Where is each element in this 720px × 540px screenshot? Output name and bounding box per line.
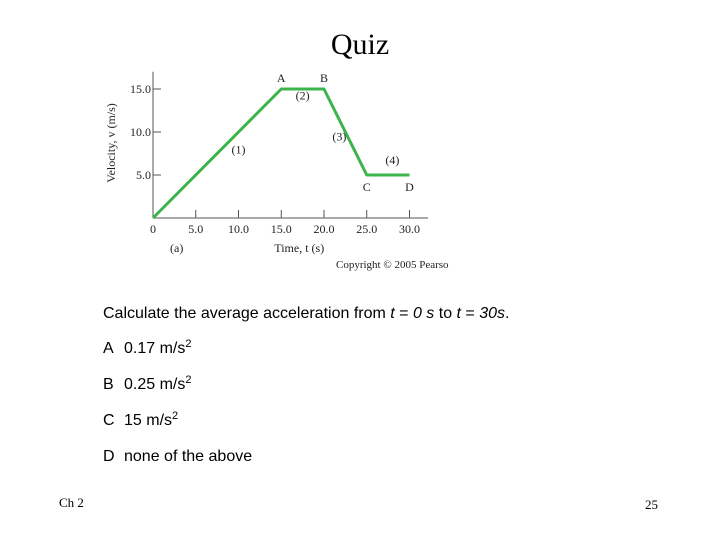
question-suffix: .: [505, 305, 510, 322]
x-tick-label: 30.0: [399, 222, 420, 236]
segment-label: (3): [332, 129, 347, 144]
option-value: 15 m/s: [124, 412, 173, 429]
option-exponent: 2: [172, 410, 179, 422]
chapter-label: Ch 2: [59, 495, 84, 510]
chart-series: [153, 89, 410, 218]
question-val2: 30s: [479, 305, 506, 322]
x-tick-label: 5.0: [188, 222, 204, 236]
option-b[interactable]: [103, 374, 252, 395]
chart-labels: [104, 71, 449, 271]
x-tick-label: 10.0: [228, 222, 249, 236]
question-eq1: =: [394, 305, 413, 322]
point-label-b: B: [319, 71, 329, 85]
question-val1: 0 s: [412, 305, 435, 322]
point-label-c: C: [362, 180, 371, 194]
option-letter: B: [103, 376, 114, 393]
chart-axes: [153, 72, 428, 218]
question-prefix: Calculate the average acceleration from: [103, 305, 391, 322]
option-d[interactable]: [103, 446, 252, 467]
segment-label: (1): [231, 142, 246, 157]
question-eq2: =: [460, 305, 480, 322]
question-var2: t: [456, 305, 461, 322]
x-tick-label: 0: [150, 222, 156, 236]
segment-label: (4): [385, 152, 400, 167]
panel-label: (a): [170, 241, 184, 255]
velocity-time-chart: [95, 68, 495, 278]
velocity-series-line: [153, 89, 410, 218]
page-number: 25: [645, 497, 658, 512]
segment-label: (2): [295, 88, 310, 103]
y-tick-label: 5.0: [136, 168, 151, 182]
y-axis-title: Velocity, v (m/s): [104, 103, 118, 183]
point-label-d: D: [405, 180, 414, 194]
option-c[interactable]: [103, 410, 252, 431]
x-axis-title: Time, t (s): [274, 241, 325, 255]
option-letter: A: [103, 340, 114, 357]
copyright-text: Copyright © 2005 Pearso: [336, 259, 449, 271]
slide-title: Quiz: [330, 28, 390, 61]
y-tick-label: 15.0: [130, 82, 151, 96]
option-letter: D: [103, 448, 115, 465]
option-letter: C: [103, 412, 115, 429]
question-text: [103, 305, 509, 323]
y-tick-label: 10.0: [130, 125, 151, 139]
option-a[interactable]: [103, 338, 252, 359]
option-value: 0.17 m/s: [124, 340, 186, 357]
question-to: to: [434, 305, 457, 322]
question-var1: t: [390, 305, 395, 322]
chart-ticks: [130, 82, 420, 236]
option-value: none of the above: [124, 448, 253, 465]
answer-options: [103, 338, 252, 482]
option-value: 0.25 m/s: [124, 376, 186, 393]
x-tick-label: 15.0: [270, 222, 292, 236]
option-exponent: 2: [185, 374, 192, 386]
point-label-a: A: [276, 71, 286, 85]
x-tick-label: 20.0: [313, 222, 335, 236]
x-tick-label: 25.0: [356, 222, 378, 236]
option-exponent: 2: [185, 338, 192, 350]
